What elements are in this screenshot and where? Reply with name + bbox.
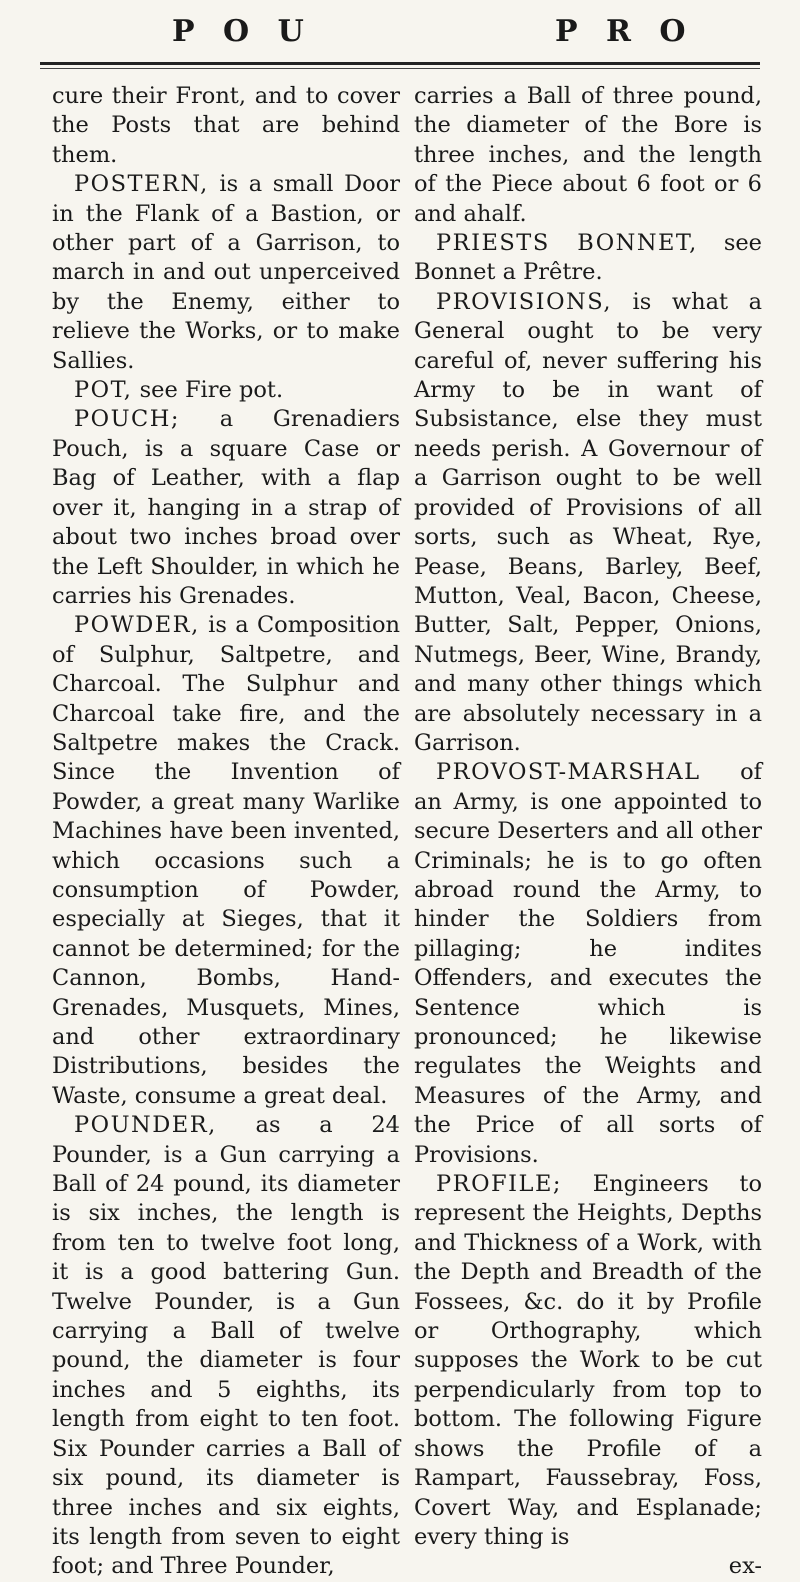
headword: PRIESTS BONNET,	[436, 230, 698, 257]
headword: POUNDER,	[74, 1112, 217, 1139]
headword: POUCH;	[74, 406, 180, 433]
entry-pounder: POUNDER, as a 24 Pounder, is a Gun carrying a Ball of 24 pound, its diameter is six inches, the length is from ten to twelve foot long, it is a good battering Gun. Twelve Pounder, is a Gun carrying a Ball of twelve pound, the diameter is four inches and 5 eighths, its length from eight to ten foot. Six Pounder carries a Ball of six pound, its diameter is three inches and six eights, its length from seven to eight foot; and Three Pounder,	[52, 1112, 400, 1580]
entry-pouch: POUCH; a Grenadiers Pouch, is a square Case or Bag of Leather, with a flap over it, hanging in a strap of about two inches broad over the Left Shoulder, in which he carries his Grenades.	[52, 406, 401, 609]
headword: POT,	[74, 377, 133, 404]
entry-powder: POWDER, is a Composition of Sulphur, Saltpetre, and Charcoal. The Sulphur and Charcoal take fire, and the Saltpetre makes the Crack. Since the Invention of Powder, a great many Warlike Machines have been invented, which occasions such a consumption of Powder, especially at Sieges, that it cannot be determined; for the Cannon, Bombs, Hand-Grenades, Musquets, Mines, and other extraordinary Distributions, besides the Waste, consume a great deal.	[52, 612, 401, 1109]
entry-continuation: carries a Ball of three pound, the diameter of the Bore is three inches, and the length of the Piece about 6 foot or 6 and ahalf.	[414, 83, 762, 227]
entry-provost-marshal: PROVOST-MARSHAL of an Army, is one appointed to secure Deserters and all other Criminals; he is to go often abroad round the Army, to hinder the Soldiers from pillaging; he indites Offenders, and executes the Sentence which is pronounced; he likewise regulates the Weights and Measures of the Army, and the Price of all sorts of Provisions.	[414, 759, 762, 1168]
catchword: ex-	[728, 1553, 762, 1580]
right-column	[414, 82, 762, 1582]
entry-pot: POT, see Fire pot.	[74, 377, 284, 404]
left-column	[52, 82, 400, 1582]
running-head-right: P R O	[555, 14, 695, 49]
entry-postern: POSTERN, is a small Door in the Flank of a Bastion, or other part of a Garrison, to march in and out unperceived by the Enemy, either to relieve the Works, or to make Sallies.	[52, 171, 400, 374]
headword: PROFILE;	[436, 1171, 562, 1198]
headword: PROVISIONS,	[436, 288, 612, 315]
headword: POWDER,	[74, 612, 200, 639]
running-head-left: P O U	[172, 14, 313, 49]
headword: PROVOST-MARSHAL	[436, 759, 701, 786]
entry-profile: PROFILE; Engineers to represent the Heights, Depths and Thickness of a Work, with the Depth and Breadth of the Fossees, &c. do it by Profile or Orthography, which supposes the Work to be cut perpendicularly from top to bottom. The following Figure shows the Profile of a Rampart, Faussebray, Foss, Covert Way, and Esplanade; every thing is	[414, 1171, 762, 1550]
entry-provisions: PROVISIONS, is what a General ought to be very careful of, never suffering his Army to be in want of Subsistance, else they must needs perish. A Governour of a Garrison ought to be well provided of Provisions of all sorts, such as Wheat, Rye, Pease, Beans, Barley, Beef, Mutton, Veal, Bacon, Cheese, Butter, Salt, Pepper, Onions, Nutmegs, Beer, Wine, Brandy, and many other things which are absolutely necessary in a Garrison.	[414, 288, 763, 756]
entry-priests-bonnet: PRIESTS BONNET, see Bonnet a Prêtre.	[414, 230, 762, 286]
headword: POSTERN,	[74, 171, 209, 198]
header-rule-thin	[40, 68, 760, 69]
header-rule	[40, 62, 760, 65]
entry: cure their Front, and to cover the Posts that are behind them.	[52, 83, 400, 168]
running-head	[0, 14, 800, 54]
